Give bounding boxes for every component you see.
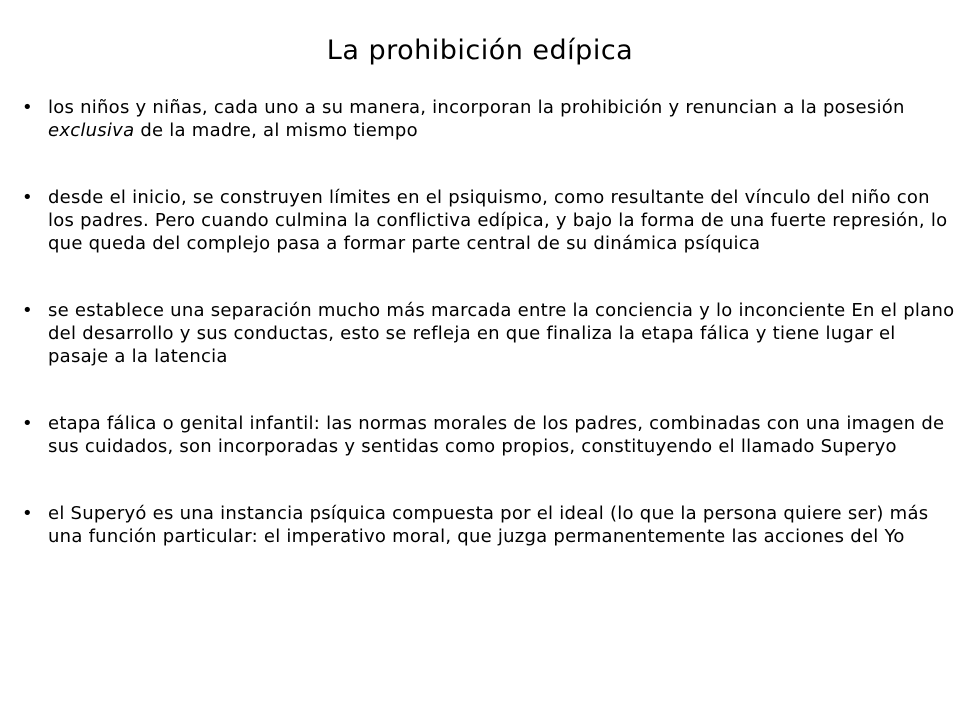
bullet-marker: •: [22, 97, 33, 118]
bullet-text: se establece una separación mucho más marcada entre la conciencia y lo inconciente En el plano del desarrollo y sus conductas, esto se refleja en que finaliza la etapa fálica y tiene lugar el pasaje a la latencia: [48, 300, 955, 367]
bullet-item: [20, 299, 955, 368]
bullet-marker: •: [22, 187, 33, 208]
bullet-text: etapa fálica o genital infantil: las normas morales de los padres, combinadas con una imagen de sus cuidados, son incorporadas y sentidas como propios, constituyendo el llamado Superyo: [48, 413, 945, 457]
bullet-marker: •: [22, 413, 33, 434]
bullet-marker: •: [22, 300, 33, 321]
bullet-item: [20, 96, 955, 142]
bullet-text-part: los niños y niñas, cada uno a su manera, incorporan la prohibición y renuncian a la posesión: [48, 97, 905, 118]
bullet-emphasis: exclusiva: [48, 120, 135, 141]
bullet-text-part: de la madre, al mismo tiempo: [134, 120, 418, 141]
bullet-item: [20, 186, 955, 255]
bullet-item: [20, 412, 955, 458]
bullet-text: desde el inicio, se construyen límites en el psiquismo, como resultante del vínculo del niño con los padres. Pero cuando culmina la conflictiva edípica, y bajo la forma de una fuerte represión, lo que queda del complejo pasa a formar parte central de su dinámica psíquica: [48, 187, 948, 254]
bullet-marker: •: [22, 503, 33, 524]
bullet-text: el Superyó es una instancia psíquica compuesta por el ideal (lo que la persona quiere ser) más una función particular: el imperativo moral, que juzga permanentemente las acciones del Yo: [48, 503, 929, 547]
bullet-item: [20, 502, 955, 548]
bullet-list: [20, 96, 955, 592]
slide-title: La prohibición edípica: [326, 35, 634, 66]
